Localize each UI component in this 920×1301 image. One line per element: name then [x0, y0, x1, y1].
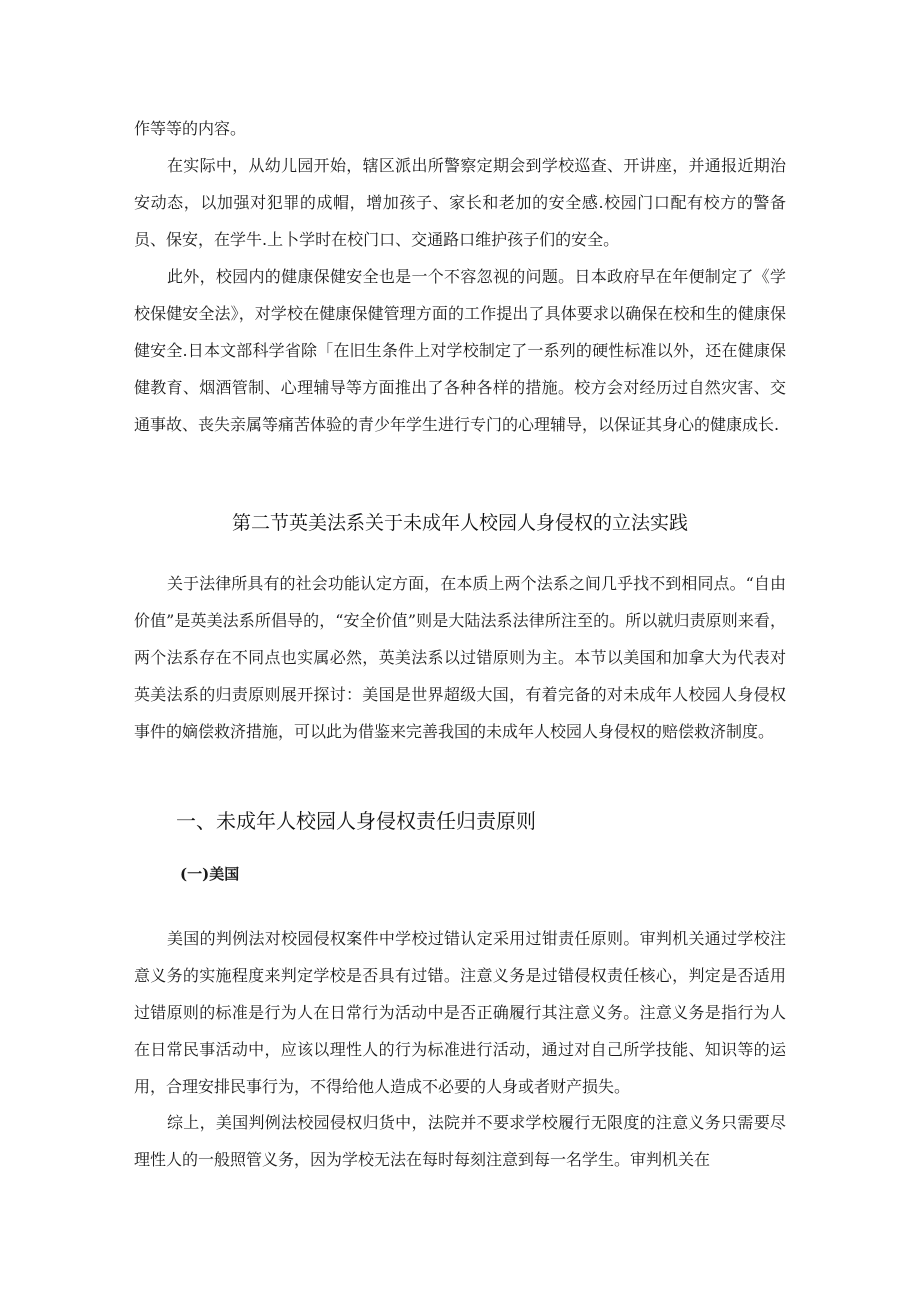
paragraph-police-patrol: 在实际中，从幼儿园开始，辖区派出所警察定期会到学校巡查、开讲座，并通报近期治安动态，以加强对犯罪的成帽，增加孩子、家长和老加的安全感.校园门口配有校方的警备员、保安，在学牛.上卜学时在校门口、交通路口维护孩子们的安全。 — [134, 156, 786, 249]
section-title: 第二节英美法系关于未成年人校园人身侵权的立法实践 — [231, 512, 688, 534]
paragraph-us-case-law: 美国的判例法对校园侵权案件中学校过错认定采用过钳责任原则。审判机关通过学校注意义务的实施程度来判定学校是否具有过错。注意义务是过错侵权责任核心，判定是否适用过错原则的标准是行为人在日常行为活动中是否正确履行其注意义务。注意义务是指行为人在日常民事活动中，应该以理性人的行为标准进行活动，通过对自己所学技能、知识等的运用，合理安排民事行为，不得给他人造成不必要的人身或者财产损失。 — [134, 929, 786, 1096]
paragraph-fragment-top: 作等等的内容。 — [134, 119, 247, 138]
paragraph-intro: 关于法律所具有的社会功能认定方面，在本质上两个法系之间几乎找不到相同点。“自由价值”是英美法系所倡导的，“安全价值”则是大陆法系法律所注至的。所以就归责原则来看，两个法系存在不同点也实属必然，英美法系以过错原则为主。本节以美国和加拿大为代表对英美法系的归责原则展开探讨：美国是世界超级大国，有着完备的对未成年人校园人身侵权事件的嫡偿救济措施，可以此为借鉴来完善我国的未成年人校园人身侵权的赔偿救济制度。 — [134, 574, 786, 741]
sub-sub-title-usa: (一)美国 — [180, 865, 240, 883]
paragraph-health-safety: 此外，校园内的健康保健安全也是一个不容忽视的问题。日本政府早在年便制定了《学校保健安全法》，对学校在健康保健管理方面的工作提出了具体要求以确保在校和生的健康保健安全.日本文部科学省除「在旧生条件上对学校制定了一系列的硬性标准以外，还在健康保健教育、烟酒管制、心理辅导等方面推出了各种各样的措施。校方会对经历过自然灾害、交通事故、丧失亲属等痛苦体验的青少年学生进行专门的心理辅导，以保证其身心的健康成长. — [134, 267, 786, 434]
paragraph-summary: 综上，美国判例法校园侵权归货中，法院并不要求学校履行无限度的注意义务只需要尽理性人的一般照管义务，因为学校无法在每时每刻注意到每一名学生。审判机关在 — [134, 1113, 786, 1169]
subsection-title: 一、未成年人校园人身侵权责任归责原则 — [176, 809, 536, 833]
